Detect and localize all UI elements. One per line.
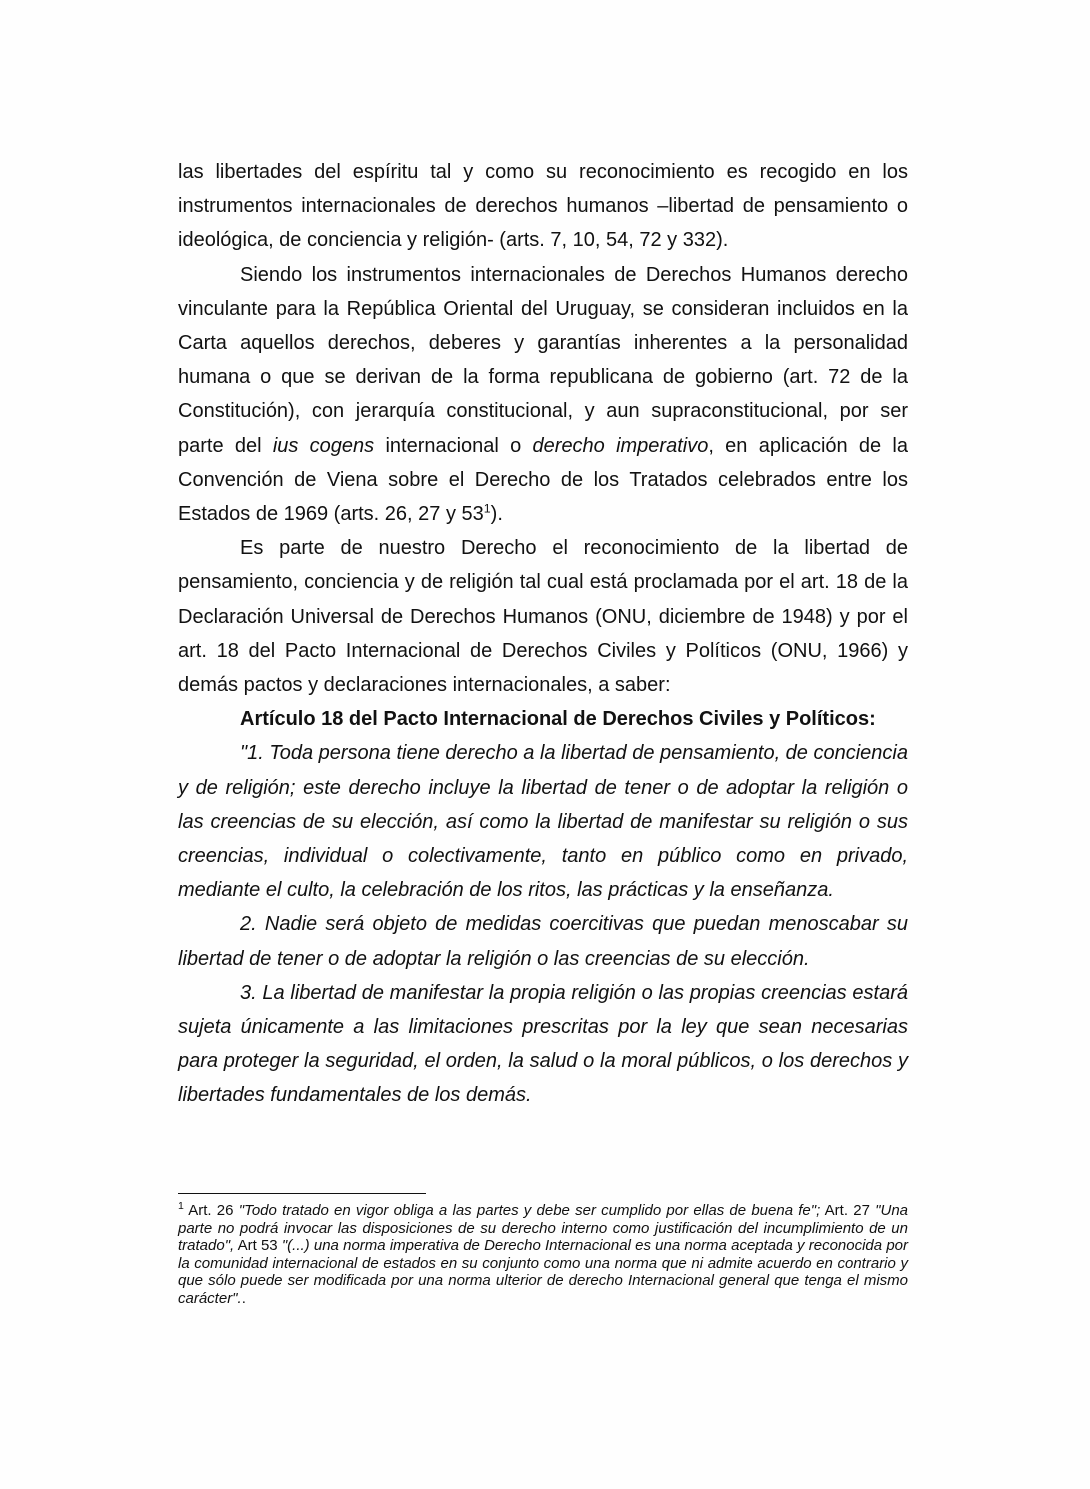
footnote-art27-label: Art. 27 [820, 1202, 876, 1219]
paragraph-3: Es parte de nuestro Derecho el reconocimiento de la libertad de pensamiento, conciencia y de religión tal cual está proclamada por el art. 18 de la Declaración Universal de Derechos Humanos (ONU, diciembre de 1948) y por el art. 18 del Pacto Internacional de Derechos Civiles y Políticos (ONU, 1966) y demás pactos y declaraciones internacionales, a saber: [178, 537, 908, 697]
footnote-art53-label: Art 53 [234, 1237, 282, 1254]
footnotes [178, 1202, 908, 1307]
footnote-tail: . [241, 1289, 246, 1307]
paragraph-2-text-b: internacional o [374, 434, 533, 457]
article-heading: Artículo 18 del Pacto Internacional de Derechos Civiles y Políticos: [240, 708, 876, 731]
body-text [178, 155, 908, 1113]
footnote-art26-label: Art. 26 [183, 1202, 239, 1219]
footnote-reference: 1 [483, 501, 491, 516]
derecho-imperativo-term: derecho imperativo [532, 434, 709, 457]
paragraph-1: las libertades del espíritu tal y como su reconocimiento es recogido en los instrumentos internacionales de derechos humanos –libertad de pensamiento o ideológica, de conciencia y religión- (arts. 7, 10, 54, 72 y 332). [178, 161, 908, 252]
footnote-art27-text: "Una parte no podrá invocar las disposiciones de su derecho interno como justificación del incumplimiento de un tratado", [178, 1202, 908, 1254]
ius-cogens-term: ius cogens [272, 434, 375, 457]
paragraph-2-text-d: ). [490, 503, 503, 526]
quote-item-2: 2. Nadie será objeto de medidas coercitivas que puedan menoscabar su libertad de tener o de adoptar la religión o las creencias de su elección. [178, 913, 908, 970]
footnote-art26-text: "Todo tratado en vigor obliga a las partes y debe ser cumplido por ellas de buena fe"; [238, 1202, 821, 1219]
quote-item-1: "1. Toda persona tiene derecho a la libertad de pensamiento, de conciencia y de religión; este derecho incluye la libertad de tener o de adoptar la religión o las creencias de su elección, así como la libertad de manifestar su religión o sus creencias, individual o colectivamente, tanto en público como en privado, mediante el culto, la celebración de los ritos, las prácticas y la enseñanza. [178, 742, 908, 902]
footnote-separator [178, 1193, 426, 1194]
paragraph-2-text-a: Siendo los instrumentos internacionales de Derechos Humanos derecho vinculante para la República Oriental del Uruguay, se consideran incluidos en la Carta aquellos derechos, deberes y garantías inherentes a la personalidad humana o que se derivan de la forma republicana de gobierno (art. 72 de la Constitución), con jerarquía constitucional, y aun supraconstitucional, por ser parte del [178, 263, 908, 457]
footnote-mark: 1 [178, 1200, 184, 1212]
paragraph-2 [178, 258, 908, 532]
paragraph-2-text-c: , en aplicación de la Convención de Viena sobre el Derecho de los Tratados celebrados entre los Estados de 1969 (arts. 26, 27 y 53 [178, 434, 909, 526]
footnote-art53-text: "(...) una norma imperativa de Derecho Internacional es una norma aceptada y reconocida por la comunidad internacional de estados en su conjunto como una norma que ni admite acuerdo en contrario y que sólo puede ser modificada por una norma ulterior de derecho Internacional general que tenga el mismo carácter". [178, 1237, 908, 1307]
quote-item-3: 3. La libertad de manifestar la propia religión o las propias creencias estará sujeta únicamente a las limitaciones prescritas por la ley que sean necesarias para proteger la seguridad, el orden, la salud o la moral públicos, o los derechos y libertades fundamentales de los demás. [178, 981, 908, 1107]
footnote-1 [178, 1202, 908, 1307]
